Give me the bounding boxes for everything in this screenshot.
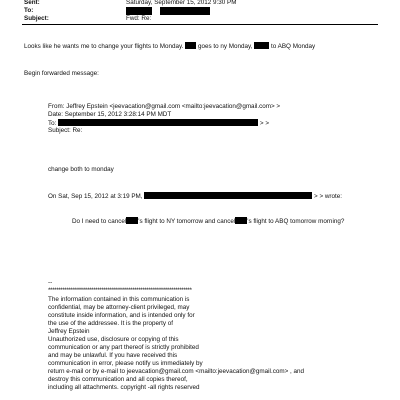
disclaimer-line: Unauthorized use, disclosure or copying of this [48, 336, 179, 343]
disclaimer-line: constitute inside information, and is intended only for [48, 312, 195, 319]
redaction [254, 42, 269, 49]
redaction [58, 119, 258, 126]
sent-value: Saturday, September 15, 2012 9:30 PM [126, 0, 237, 6]
reply-text: change both to monday [48, 166, 114, 173]
redaction [144, 192, 312, 199]
quote-text: On Sat, Sep 15, 2012 at 3:19 PM, [48, 193, 143, 200]
redaction [126, 217, 138, 224]
disclaimer-line: confidential, may be attorney-client privileged, may [48, 304, 190, 311]
fwd-to-end: > > [259, 120, 270, 127]
redaction [126, 7, 152, 15]
redaction [185, 42, 196, 49]
disclaimer-text: return e-mail or by e-mail to jeevacation@gmail.com <mailto:jeevacation@gmail.com> , and [48, 368, 305, 375]
redaction [160, 7, 210, 15]
disclaimer-line: Jeffrey Epstein [48, 328, 90, 335]
intro-text: to ABQ Monday [271, 43, 316, 50]
subject-label: Subject: [24, 15, 49, 22]
header-divider [22, 24, 378, 25]
intro-text: goes to ny Monday, [198, 43, 253, 50]
disclaimer-line: The information contained in this communication is [48, 296, 190, 303]
fwd-to-label: To: [48, 120, 57, 127]
disclaimer-line: the use of the addressee. It is the property of [48, 320, 173, 327]
quote-text: > > wrote: [314, 193, 343, 200]
disclaimer-line: destroy this communication and all copies thereof, [48, 376, 188, 383]
begin-forwarded: Begin forwarded message: [24, 70, 99, 77]
fwd-from: From: Jeffrey Epstein <jeevacation@gmail.com <mailto:jeevacation@gmail.com> > [48, 103, 281, 110]
question-text: 's flight to ABQ tomorrow morning? [247, 218, 345, 225]
disclaimer-line [48, 368, 304, 376]
disclaimer-line: and may be unlawful. If you have received this [48, 352, 178, 359]
disclaimer-line: communication or any part thereof is strictly prohibited [48, 344, 199, 351]
fwd-date: Date: September 15, 2012 3:28:14 PM MDT [48, 111, 172, 118]
quote-header [48, 192, 342, 201]
signature-dash: -- [48, 279, 53, 286]
fwd-subject: Subject: Re: [48, 127, 83, 134]
sent-label: Sent: [24, 0, 40, 6]
redaction [235, 217, 247, 224]
to-label: To: [24, 7, 34, 14]
intro-text: Looks like he wants me to change your flights to Monday. [24, 43, 184, 50]
question-text: 's flight to NY tomorrow and cancel [138, 218, 236, 225]
intro-line [24, 42, 315, 51]
stars-line: ********************************************************************** [48, 287, 192, 294]
question-text: Do I need to cancel [72, 218, 127, 225]
quoted-question [72, 217, 344, 226]
disclaimer-line: communication in error, please notify us immediately by [48, 360, 203, 367]
disclaimer-line: including all attachments. copyright -all rights reserved [48, 384, 200, 391]
subject-value: Fwd: Re: [126, 15, 152, 22]
